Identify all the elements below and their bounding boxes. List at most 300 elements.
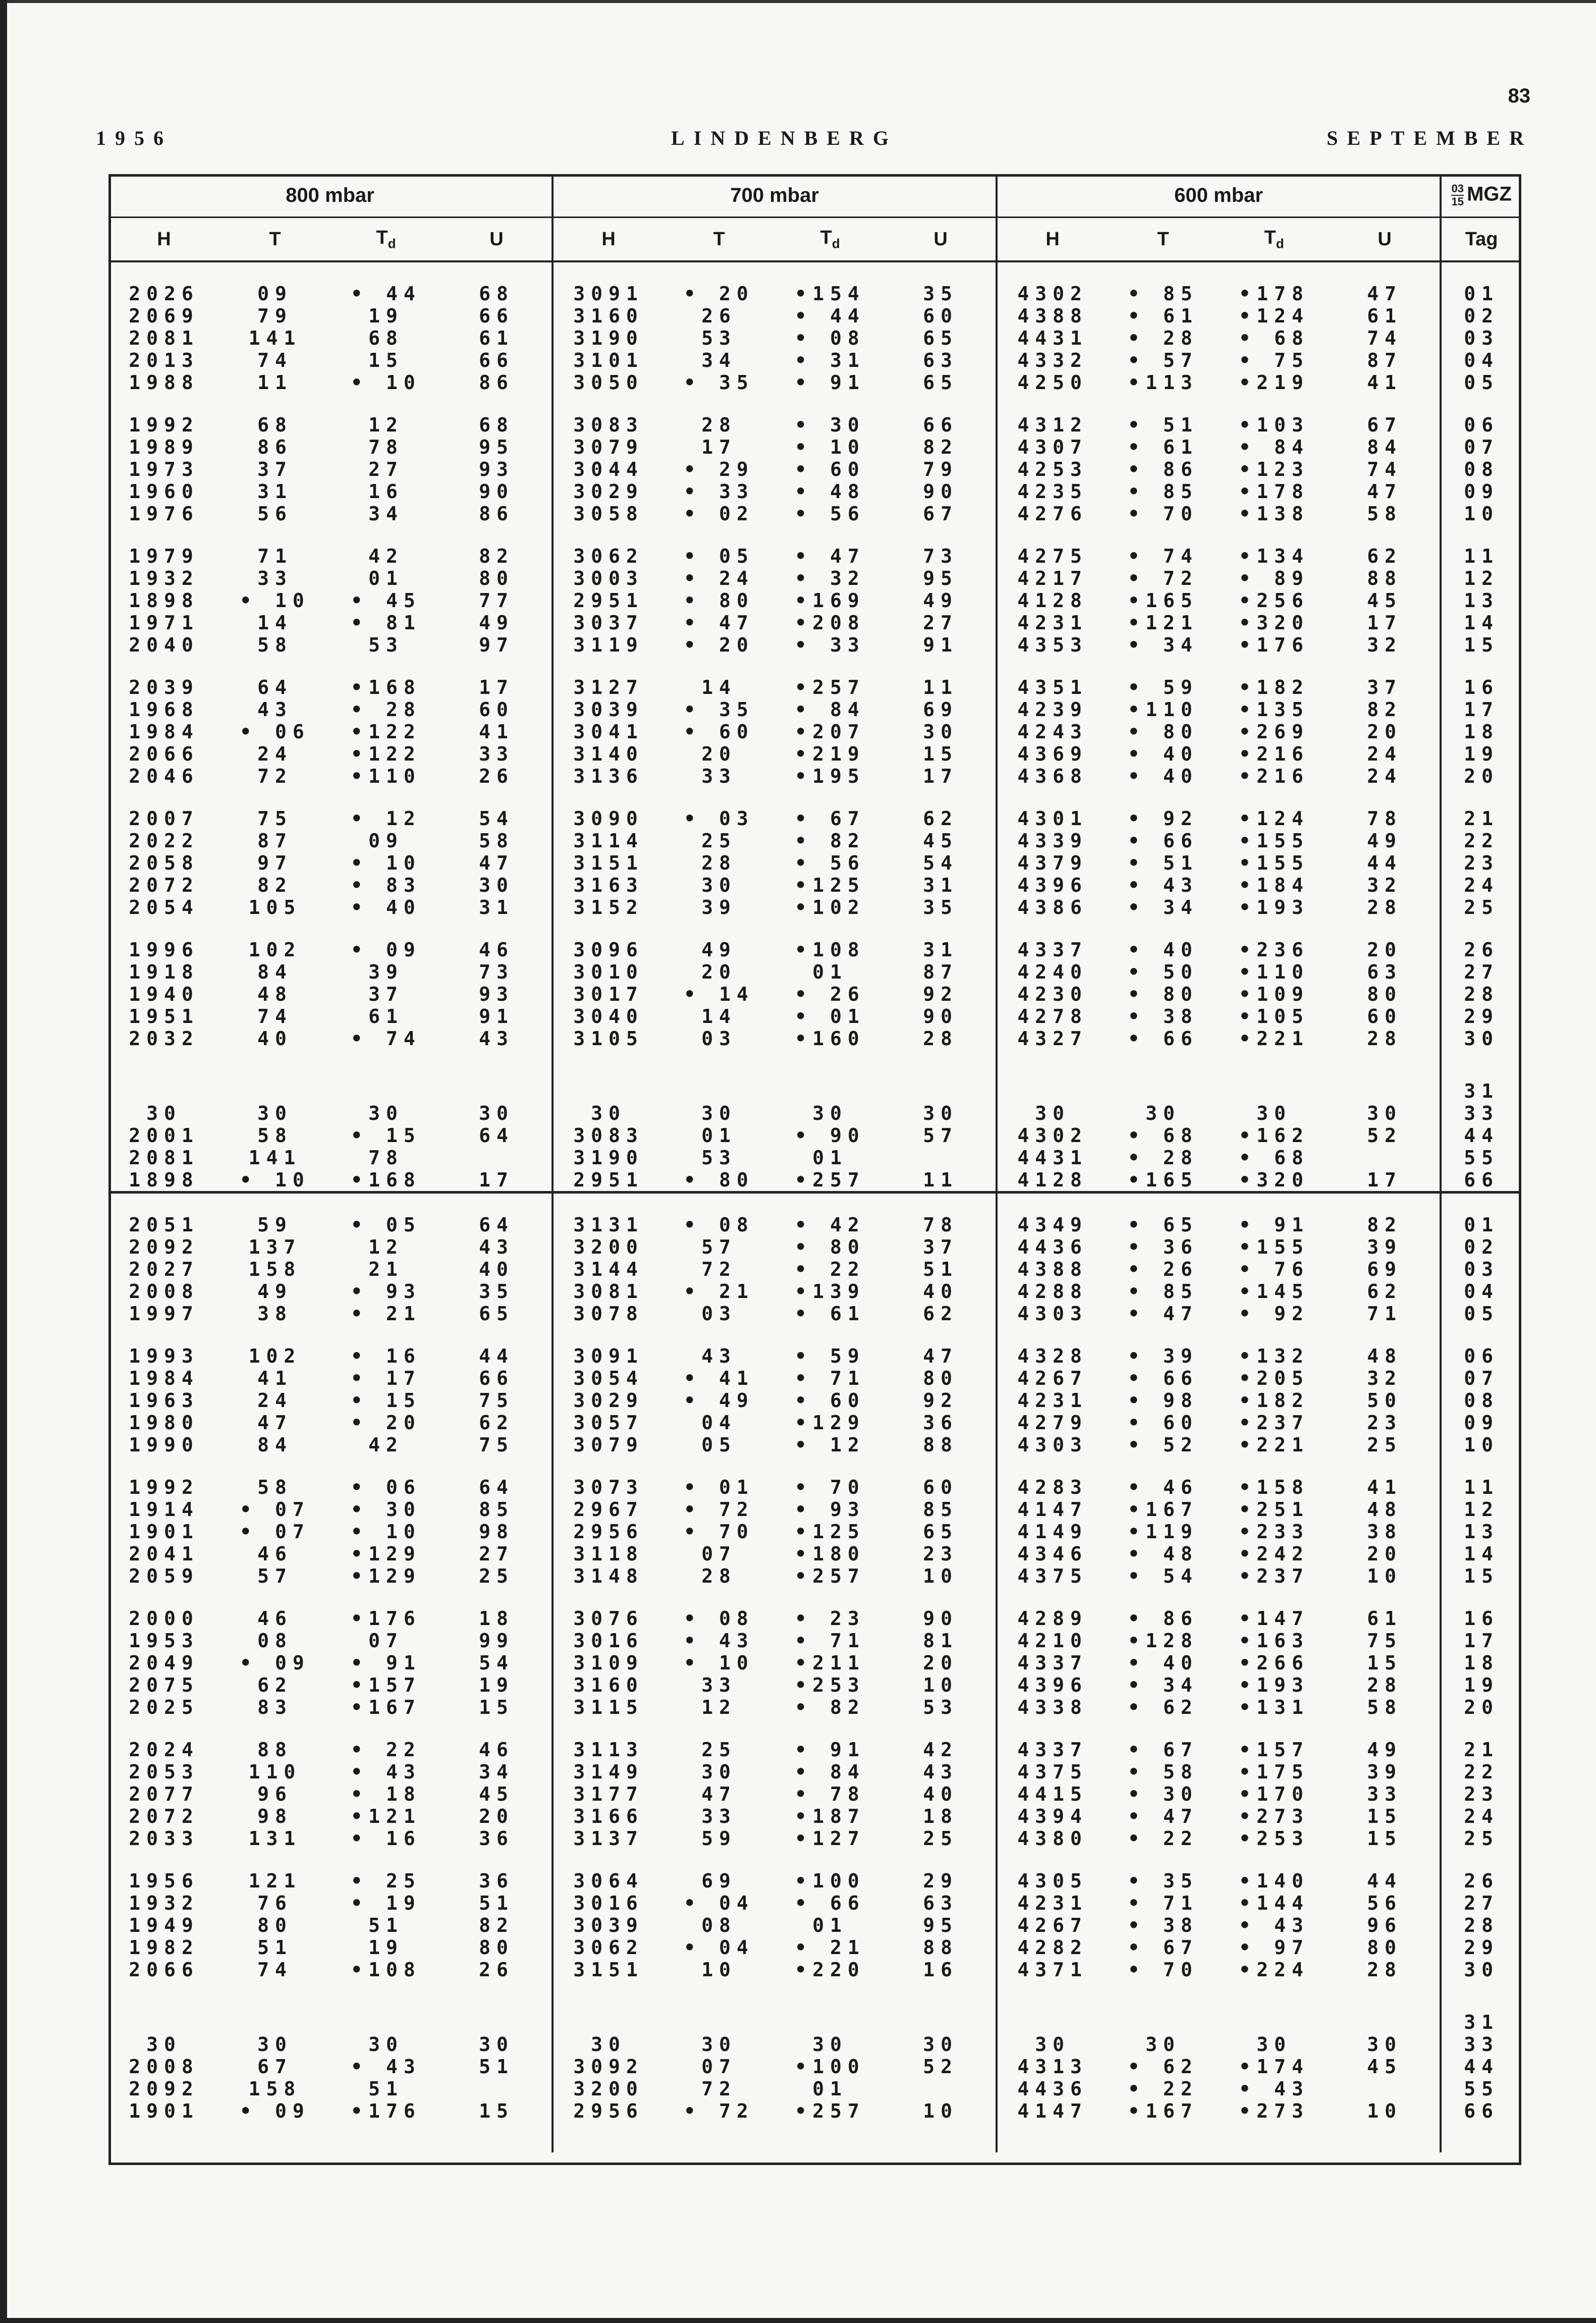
data-cell: 67 [1367, 414, 1402, 436]
level-700-header: 700 mbar [553, 174, 997, 218]
data-cell: •128 [1128, 1630, 1198, 1652]
data-cell: 74 [257, 1959, 293, 1981]
data-cell: 40 [923, 1280, 958, 1303]
day-cell: 07 [1441, 436, 1521, 458]
data-cell: 4210 [997, 1630, 1108, 1652]
data-cell: 1932 [129, 567, 199, 589]
data-cell: 23 [1367, 1412, 1402, 1434]
data-cell: • 21 [795, 1936, 865, 1959]
data-cell: 29 [923, 1870, 958, 1892]
data-cell: • 93 [795, 1498, 865, 1521]
data-cell [1330, 261, 1441, 283]
data-cell: 3190 [553, 327, 664, 349]
data-cell: 19 [368, 1936, 404, 1959]
data-cell: 58 [1367, 1696, 1402, 1718]
table-row [108, 327, 1521, 349]
data-cell: 2001 [129, 1124, 199, 1147]
data-cell: 25 [923, 1827, 958, 1850]
data-cell: •110 [1239, 961, 1309, 983]
day-cell [1441, 1587, 1521, 1607]
data-cell: • 10 [351, 371, 421, 394]
table-body [108, 261, 1521, 2152]
data-cell [775, 1456, 886, 1476]
data-cell: •157 [351, 1674, 421, 1696]
data-cell: 2951 [553, 1169, 664, 1193]
data-cell: • 20 [684, 283, 754, 305]
data-cell [664, 2011, 775, 2033]
data-cell: • 22 [1128, 2078, 1198, 2100]
day-cell: 09 [1441, 1412, 1521, 1434]
data-cell: 158 [248, 1258, 302, 1280]
data-cell: 4250 [997, 371, 1108, 394]
data-cell: • 46 [1128, 1476, 1198, 1498]
data-cell: 30 [1367, 2033, 1402, 2056]
data-cell [331, 919, 442, 939]
data-cell: 3044 [553, 458, 664, 480]
data-cell: 65 [479, 1303, 514, 1325]
data-cell: 3148 [553, 1565, 664, 1587]
mgz-header [1441, 174, 1521, 218]
data-cell: 58 [257, 1124, 293, 1147]
data-cell: 4328 [997, 1345, 1108, 1367]
day-cell: 15 [1441, 1565, 1521, 1587]
data-cell: 64 [479, 1476, 514, 1498]
data-cell: •110 [351, 765, 421, 787]
data-cell [1108, 1080, 1219, 1102]
data-cell: 1951 [129, 1005, 199, 1028]
data-cell: • 17 [351, 1367, 421, 1389]
data-cell: • 50 [1128, 961, 1198, 983]
table-row [108, 480, 1521, 503]
data-cell [442, 1718, 553, 1739]
data-cell: •124 [1239, 305, 1309, 327]
data-cell: 3029 [553, 480, 664, 503]
data-cell: 1982 [129, 1936, 199, 1959]
data-cell: 3010 [553, 961, 664, 983]
data-cell: •178 [1239, 480, 1309, 503]
data-cell: 14 [257, 612, 293, 634]
data-cell: 81 [923, 1630, 958, 1652]
data-cell: • 21 [351, 1303, 421, 1325]
data-cell: 2051 [129, 1214, 199, 1236]
data-cell: 37 [1367, 676, 1402, 698]
data-cell [1219, 1050, 1330, 1080]
table-row [108, 1674, 1521, 1696]
data-cell: • 74 [1128, 545, 1198, 567]
data-cell: •257 [795, 1169, 865, 1191]
table-row [108, 983, 1521, 1005]
data-cell: 3058 [553, 503, 664, 525]
data-cell: •125 [795, 874, 865, 896]
data-cell: 71 [1367, 1303, 1402, 1325]
data-cell: 4253 [997, 458, 1108, 480]
data-cell: •124 [1239, 807, 1309, 830]
data-cell [775, 656, 886, 676]
day-cell: 30 [1441, 1028, 1521, 1050]
data-cell: 1973 [129, 458, 199, 480]
data-cell: 4149 [997, 1521, 1108, 1543]
data-cell: • 66 [1128, 1028, 1198, 1050]
data-cell: 56 [1367, 1892, 1402, 1914]
data-cell: •125 [795, 1521, 865, 1543]
data-cell: •211 [795, 1652, 865, 1674]
data-cell: 3017 [553, 983, 664, 1005]
data-cell: 4231 [997, 1389, 1108, 1412]
data-cell: 3092 [553, 2056, 664, 2078]
data-cell: 82 [479, 545, 514, 567]
data-cell: 33 [701, 1805, 737, 1827]
data-cell: 4312 [997, 414, 1108, 436]
data-cell: • 01 [795, 1005, 865, 1028]
data-cell: 07 [368, 1630, 404, 1652]
data-cell [331, 2011, 442, 2033]
data-cell: 4303 [997, 1434, 1108, 1456]
table-row [108, 896, 1521, 919]
table-row [108, 721, 1521, 743]
data-cell: 36 [479, 1827, 514, 1850]
data-cell [1330, 525, 1441, 545]
day-cell [1441, 394, 1521, 414]
data-cell: • 04 [684, 1892, 754, 1914]
data-cell [886, 1850, 997, 1870]
data-cell: 93 [479, 983, 514, 1005]
day-cell: 19 [1441, 743, 1521, 765]
data-cell: • 72 [684, 1498, 754, 1521]
day-cell: 13 [1441, 1521, 1521, 1543]
data-cell: 88 [1367, 567, 1402, 589]
data-cell: • 14 [684, 983, 754, 1005]
data-cell [1330, 2011, 1441, 2033]
table-row [108, 1169, 1521, 1193]
header-year: 1956 [96, 127, 173, 149]
data-cell: 3003 [553, 567, 664, 589]
data-cell: • 38 [1128, 1005, 1198, 1028]
data-cell: •253 [795, 1674, 865, 1696]
data-cell: 95 [923, 567, 958, 589]
data-cell: •135 [1239, 698, 1309, 721]
data-cell: 3105 [553, 1028, 664, 1050]
data-cell: 137 [248, 1236, 302, 1258]
data-cell: 75 [479, 1389, 514, 1412]
table-row [108, 436, 1521, 458]
data-cell: 1971 [129, 612, 199, 634]
data-cell: 17 [923, 765, 958, 787]
day-cell: 24 [1441, 874, 1521, 896]
data-cell: • 71 [1128, 1892, 1198, 1914]
data-cell: 2053 [129, 1761, 199, 1783]
data-cell: • 20 [684, 634, 754, 656]
data-cell: 01 [812, 2078, 848, 2100]
data-cell: 73 [923, 545, 958, 567]
data-cell: 78 [923, 1214, 958, 1236]
data-cell: 65 [923, 327, 958, 349]
day-cell: 10 [1441, 503, 1521, 525]
data-cell: 69 [1367, 1258, 1402, 1280]
data-cell: • 01 [684, 1476, 754, 1498]
table-row [108, 1102, 1521, 1124]
data-cell: 2072 [129, 874, 199, 896]
table-row [108, 1028, 1521, 1050]
data-cell: 1932 [129, 1892, 199, 1914]
data-cell [442, 525, 553, 545]
data-cell: 51 [368, 2078, 404, 2100]
day-cell: 10 [1441, 1434, 1521, 1456]
data-cell: 19 [479, 1674, 514, 1696]
data-cell: 78 [1367, 807, 1402, 830]
data-cell: 33 [701, 765, 737, 787]
col-t-600: T [1108, 218, 1219, 262]
day-cell: 20 [1441, 765, 1521, 787]
data-cell: •139 [795, 1280, 865, 1303]
data-cell: 97 [479, 634, 514, 656]
data-cell: 58 [1367, 503, 1402, 525]
data-cell: 44 [1367, 1870, 1402, 1892]
data-cell: 11 [923, 1169, 958, 1191]
data-cell: •257 [795, 2100, 865, 2122]
data-cell: 03 [701, 1028, 737, 1050]
mgz-label: MGZ [1466, 183, 1512, 205]
data-cell [886, 1456, 997, 1476]
data-cell: 3144 [553, 1258, 664, 1280]
data-cell: 83 [257, 1696, 293, 1718]
data-cell: • 20 [351, 1412, 421, 1434]
data-cell: •158 [1239, 1476, 1309, 1498]
data-cell: 2000 [129, 1607, 199, 1630]
data-cell: 68 [479, 283, 514, 305]
data-cell: 3127 [553, 676, 664, 698]
day-cell: 28 [1441, 1914, 1521, 1936]
data-cell [553, 1080, 664, 1102]
data-cell: 01 [368, 567, 404, 589]
data-cell: 60 [1367, 1005, 1402, 1028]
data-cell: 26 [479, 765, 514, 787]
data-cell: • 80 [1128, 983, 1198, 1005]
data-cell: 15 [1367, 1805, 1402, 1827]
data-cell: •163 [1239, 1630, 1309, 1652]
data-cell [997, 656, 1108, 676]
data-cell: •221 [1239, 1028, 1309, 1050]
data-cell: 4305 [997, 1870, 1108, 1892]
day-cell: 66 [1441, 2100, 1521, 2122]
data-cell: 14 [701, 1005, 737, 1028]
data-cell [886, 787, 997, 807]
data-cell: 30 [1367, 1102, 1402, 1124]
data-cell: • 91 [795, 371, 865, 394]
data-cell: • 28 [1128, 1147, 1198, 1169]
col-t-800: T [219, 218, 331, 262]
data-cell: • 75 [1239, 349, 1309, 371]
data-cell: 141 [248, 327, 302, 349]
data-cell: •242 [1239, 1543, 1309, 1565]
day-cell: 04 [1441, 349, 1521, 371]
data-cell: 54 [923, 852, 958, 874]
data-cell: 2075 [129, 1674, 199, 1696]
data-cell: • 59 [795, 1345, 865, 1367]
data-cell: 49 [1367, 1739, 1402, 1761]
table-row [108, 2078, 1521, 2100]
day-cell: 15 [1441, 634, 1521, 656]
data-cell: 10 [1367, 2100, 1402, 2122]
data-cell: 27 [923, 612, 958, 634]
data-cell: 4128 [997, 589, 1108, 612]
data-cell: • 67 [1128, 1936, 1198, 1959]
table-row [108, 1280, 1521, 1303]
data-cell: 35 [923, 283, 958, 305]
data-cell: • 72 [1128, 567, 1198, 589]
data-cell: •123 [1239, 458, 1309, 480]
data-cell: 84 [257, 961, 293, 983]
data-cell [442, 1587, 553, 1607]
data-cell: 4267 [997, 1914, 1108, 1936]
data-cell: 131 [248, 1827, 302, 1850]
data-cell: 99 [479, 1630, 514, 1652]
table-row [108, 1914, 1521, 1936]
day-cell: 03 [1441, 1258, 1521, 1280]
data-cell: 72 [257, 765, 293, 787]
data-cell [997, 1456, 1108, 1476]
data-cell: • 22 [795, 1258, 865, 1280]
data-cell [1330, 1850, 1441, 1870]
data-cell [997, 1193, 1108, 1214]
data-cell [886, 656, 997, 676]
data-cell: •176 [351, 1607, 421, 1630]
table-row [108, 830, 1521, 852]
day-cell: 06 [1441, 1345, 1521, 1367]
data-cell: 93 [479, 458, 514, 480]
data-cell [442, 1325, 553, 1345]
data-cell: 33 [479, 743, 514, 765]
day-cell: 26 [1441, 1870, 1521, 1892]
table-row [108, 458, 1521, 480]
data-cell: 85 [923, 1498, 958, 1521]
data-cell: • 65 [1128, 1214, 1198, 1236]
data-cell: 4332 [997, 349, 1108, 371]
day-cell: 09 [1441, 480, 1521, 503]
data-cell: 4431 [997, 327, 1108, 349]
data-cell: 4276 [997, 503, 1108, 525]
day-cell: 01 [1441, 283, 1521, 305]
data-cell: 08 [257, 1630, 293, 1652]
table-row [108, 1696, 1521, 1718]
data-cell: 68 [257, 414, 293, 436]
data-cell [553, 1718, 664, 1739]
data-cell: • 10 [240, 1169, 310, 1191]
data-cell: • 09 [240, 1652, 310, 1674]
data-cell: 46 [257, 1607, 293, 1630]
data-cell: 4379 [997, 852, 1108, 874]
data-cell [442, 1456, 553, 1476]
data-cell: 51 [479, 2056, 514, 2078]
data-cell: 4278 [997, 1005, 1108, 1028]
data-cell: 2046 [129, 765, 199, 787]
day-cell [1441, 1718, 1521, 1739]
data-cell: • 34 [1128, 1674, 1198, 1696]
data-cell: 4396 [997, 874, 1108, 896]
data-cell: 58 [257, 634, 293, 656]
data-cell [219, 261, 331, 283]
data-cell: •219 [1239, 371, 1309, 394]
data-cell [1219, 787, 1330, 807]
data-cell [1108, 2122, 1219, 2152]
data-cell: 4339 [997, 830, 1108, 852]
data-cell: 73 [479, 961, 514, 983]
data-cell [553, 1981, 664, 2011]
data-cell: 4230 [997, 983, 1108, 1005]
table-row [108, 283, 1521, 305]
data-cell [553, 1050, 664, 1080]
data-cell: •121 [351, 1805, 421, 1827]
data-cell [553, 525, 664, 545]
data-cell [108, 2011, 219, 2033]
data-cell: 4217 [997, 567, 1108, 589]
data-cell: 3029 [553, 1389, 664, 1412]
data-cell [775, 1718, 886, 1739]
data-cell: 36 [479, 1870, 514, 1892]
data-cell [331, 656, 442, 676]
data-cell: •144 [1239, 1892, 1309, 1914]
data-cell: 30 [812, 1102, 848, 1124]
data-cell: • 80 [684, 589, 754, 612]
data-cell [1219, 2122, 1330, 2152]
data-cell: 4415 [997, 1783, 1108, 1805]
day-cell: 25 [1441, 896, 1521, 919]
data-cell: 58 [479, 830, 514, 852]
data-cell: 2040 [129, 634, 199, 656]
data-cell: 79 [923, 458, 958, 480]
data-cell: 141 [248, 1147, 302, 1169]
table-row [108, 1258, 1521, 1280]
data-cell: 4327 [997, 1028, 1108, 1050]
data-cell: 1963 [129, 1389, 199, 1412]
data-cell: • 23 [795, 1607, 865, 1630]
data-cell [219, 1587, 331, 1607]
data-cell: 4337 [997, 1652, 1108, 1674]
day-cell: 55 [1441, 1147, 1521, 1169]
data-cell: 90 [923, 1005, 958, 1028]
data-cell: 2008 [129, 1280, 199, 1303]
data-cell [775, 261, 886, 283]
data-cell [1330, 656, 1441, 676]
data-cell [775, 1850, 886, 1870]
data-cell: 43 [479, 1236, 514, 1258]
data-cell: 2041 [129, 1543, 199, 1565]
data-cell: •102 [795, 896, 865, 919]
data-cell: 1997 [129, 1303, 199, 1325]
data-cell: 3091 [553, 283, 664, 305]
data-cell: • 40 [1128, 743, 1198, 765]
data-cell: 1993 [129, 1345, 199, 1367]
data-cell: 86 [257, 436, 293, 458]
day-cell [1441, 919, 1521, 939]
day-cell [1441, 261, 1521, 283]
data-cell: 3114 [553, 830, 664, 852]
data-cell: 3160 [553, 305, 664, 327]
data-cell [997, 261, 1108, 283]
data-cell: 30 [479, 2033, 514, 2056]
data-cell: 26 [701, 305, 737, 327]
data-cell: •195 [795, 765, 865, 787]
day-cell: 22 [1441, 830, 1521, 852]
data-cell [775, 919, 886, 939]
data-cell: •221 [1239, 1434, 1309, 1456]
data-cell: 3057 [553, 1412, 664, 1434]
data-cell: • 31 [795, 349, 865, 371]
data-cell: •320 [1239, 612, 1309, 634]
data-cell: 2069 [129, 305, 199, 327]
data-cell: 25 [479, 1565, 514, 1587]
data-cell: 158 [248, 2078, 302, 2100]
day-cell: 03 [1441, 327, 1521, 349]
